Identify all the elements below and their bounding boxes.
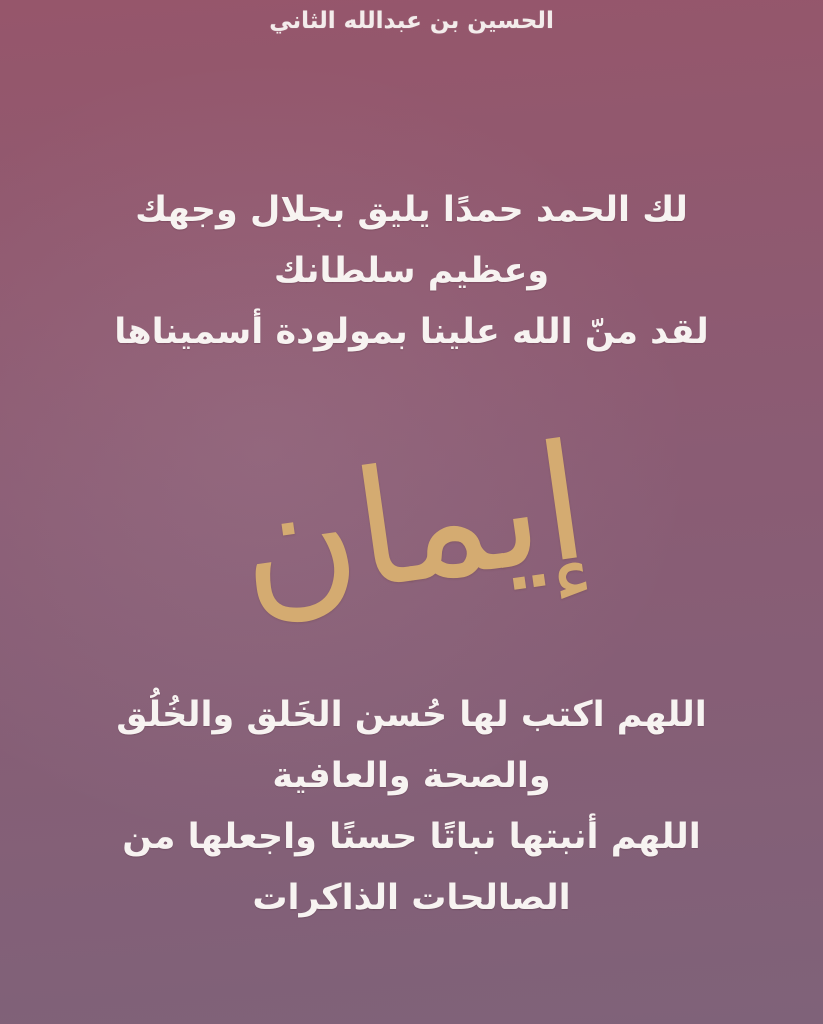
blessing-dua-block [116, 685, 706, 929]
dua-line-2: والصحة والعافية [272, 756, 551, 796]
intro-line-1: لك الحمد حمدًا يليق بجلال وجهك [135, 190, 688, 230]
intro-line-3: لقد منّ الله علينا بمولودة أسميناها [114, 312, 709, 352]
dua-line-1: اللهم اكتب لها حُسن الخَلق والخُلُق [116, 695, 707, 735]
dua-line-3: اللهم أنبتها نباتًا حسنًا واجعلها من [122, 817, 701, 857]
royal-calligraphy-signature: الحسين بن عبدالله الثاني [269, 8, 554, 34]
dua-line-4: الصالحات الذاكرات [252, 878, 571, 918]
intro-dua-block [114, 180, 708, 363]
baby-name-calligraphy: إيمان [226, 407, 597, 642]
intro-line-2: وعظيم سلطانك [273, 251, 550, 291]
